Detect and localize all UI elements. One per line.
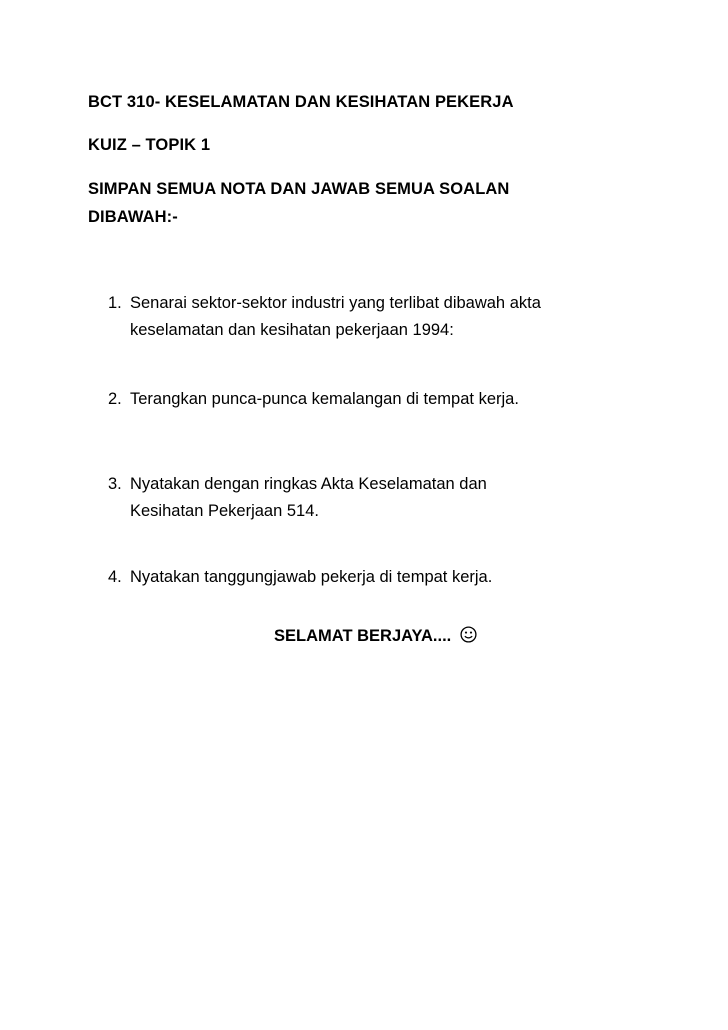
instruction-line-1: SIMPAN SEMUA NOTA DAN JAWAB SEMUA SOALAN (88, 180, 510, 198)
question-text-continued: Kesihatan Pekerjaan 514. (130, 502, 319, 520)
closing-message (274, 626, 477, 648)
question-number: 4. (108, 568, 122, 586)
question-1 (108, 290, 541, 344)
question-text: Senarai sektor-sektor industri yang terlibat dibawah akta (130, 294, 541, 312)
closing-text: SELAMAT BERJAYA.... (274, 627, 452, 645)
question-4 (108, 564, 492, 591)
course-title: BCT 310- KESELAMATAN DAN KESIHATAN PEKERJA (88, 93, 514, 111)
quiz-title: KUIZ – TOPIK 1 (88, 136, 211, 154)
question-text: Terangkan punca-punca kemalangan di tempat kerja. (130, 390, 519, 408)
question-text: Nyatakan dengan ringkas Akta Keselamatan dan (130, 475, 487, 493)
question-3 (108, 471, 487, 525)
question-2 (108, 386, 519, 413)
question-number: 2. (108, 390, 122, 408)
smiley-face-icon (460, 626, 477, 648)
question-text: Nyatakan tanggungjawab pekerja di tempat kerja. (130, 568, 493, 586)
question-number: 1. (108, 294, 122, 312)
question-text-continued: keselamatan dan kesihatan pekerjaan 1994: (130, 321, 454, 339)
instruction-line-2: DIBAWAH:- (88, 208, 178, 226)
question-number: 3. (108, 475, 122, 493)
